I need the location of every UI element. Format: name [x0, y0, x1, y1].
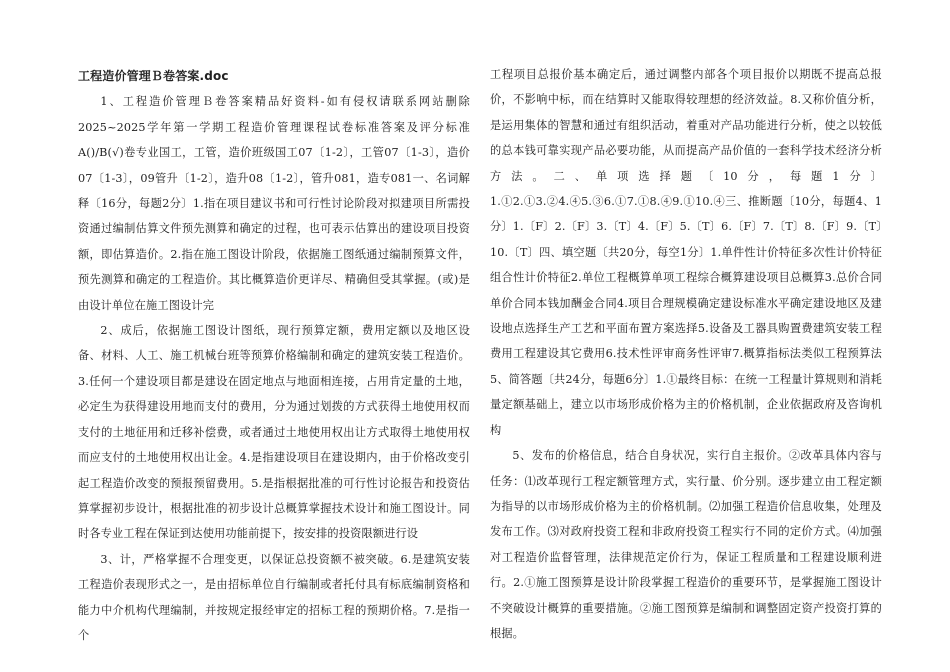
left-column [78, 64, 470, 648]
paragraph: 工程项目总报价基本确定后，通过调整内部各个项目报价以期既不提高总报价，不影响中标，而在结算时又能取得较理想的经济效益。8.又称价值分析，是运用集体的智慧和通过有组织活动，着重对产品功能进行分析，使之以较低的总本钱可靠实现产品必要功能，从而提高产品价值的一套科学技术经济分析方法。二、单项选择题〔10分，每题1分〕1.①2.①3.②4.④5.③6.①7.①8.④9.①10.④三、推断题〔10分，每题4、1分〕1.〔F〕2.〔F〕3.〔T〕4.〔F〕5.〔T〕6.〔F〕7.〔T〕8.〔F〕9.〔T〕10.〔T〕四、填空题〔共20分，每空1分〕1.单件性计价特征多次性计价特征组合性计价特征2.单位工程概算单项工程综合概算建设项目总概算3.总价合同单价合同本钱加酬金合同4.项目合理规模确定建设标准水平确定建设地区及建设地点选择生产工艺和平面布置方案选择5.设备及工器具购置费建筑安装工程费用工程建设其它费用6.技术性评审商务性评审7.概算指标法类似工程预算法5、简答题〔共24分，每题6分〕1.①最终目标：在统一工程量计算规则和消耗量定额基础上，建立以市场形成价格为主的价格机制，企业依据政府及咨询机构 [490, 68, 882, 437]
paragraph: 1、工程造价管理Ｂ卷答案精品好资料-如有侵权请联系网站删除2025~2025学年第一学期工程造价管理课程试卷标准答案及评分标准A()/B(√)卷专业国工，工管，造价班级国工07〔1-2〕，工管07〔1-3〕，造价07〔1-3〕，09管升〔1-2〕，造升08〔1-2〕，管升081，造专081一、名词解释〔16分，每题2分〕1.指在项目建议书和可行性讨论阶段对拟建项目所需投资通过编制估算文件预先测算和确定的过程，也可表示估算出的建设项目投资额，即估算造价。2.指在施工图设计阶段，依据施工图纸通过编制预算文件，预先测算和确定的工程造价。其比概算造价更详尽、精确但受其掌握。(或)是由设计单位在施工图设计完 [78, 95, 470, 312]
paragraph: 3、计，严格掌握不合理变更，以保证总投资额不被突破。6.是建筑安装工程造价表现形式之一，是由招标单位自行编制或者托付具有标底编制资格和能力中介机构代理编制，并按规定报经审定的招标工程的预期价格。7.是指一个 [78, 552, 470, 642]
right-column [490, 62, 882, 646]
paragraph: 5、发布的价格信息，结合自身状况，实行自主报价。②改革具体内容与任务：⑴改革现行工程定额管理方式，实行量、价分别。逐步建立由工程定额为指导的以市场形成价格为主的价格机制。⑵加强工程造价信息收集，处理及发布工作。⑶对政府投资工程和非政府投资工程实行不同的定价方式。⑷加强对工程造价监督管理，法律规范定价行为，保证工程质量和工程建设顺利进行。2.①施工图预算是设计阶段掌握工程造价的重要环节，是掌握施工图设计不突破设计概算的重要措施。②施工图预算是编制和调整固定资产投资打算的根据。 [490, 449, 882, 640]
document-title: 工程造价管理Ｂ卷答案.doc [78, 69, 229, 83]
paragraph: 2、成后，依据施工图设计图纸，现行预算定额，费用定额以及地区设备、材料、人工、施工机械台班等预算价格编制和确定的建筑安装工程造价。3.任何一个建设项目都是建设在固定地点与地面相连接，占用肯定量的土地，必定生为获得建设用地而支付的费用，分为通过划拨的方式获得土地使用权而支付的土地征用和迁移补偿费，或者通过土地使用权出让方式取得土地使用权而应支付的土地使用权出让金。4.是指建设项目在建设期内，由于价格改变引起工程造价改变的预报预留费用。5.是指根据批准的可行性讨论报告和投资估算掌握初步设计，根据批准的初步设计总概算掌握技术设计和施工图设计。同时各专业工程在保证到达使用功能前提下，按安排的投资限额进行设 [78, 324, 470, 541]
